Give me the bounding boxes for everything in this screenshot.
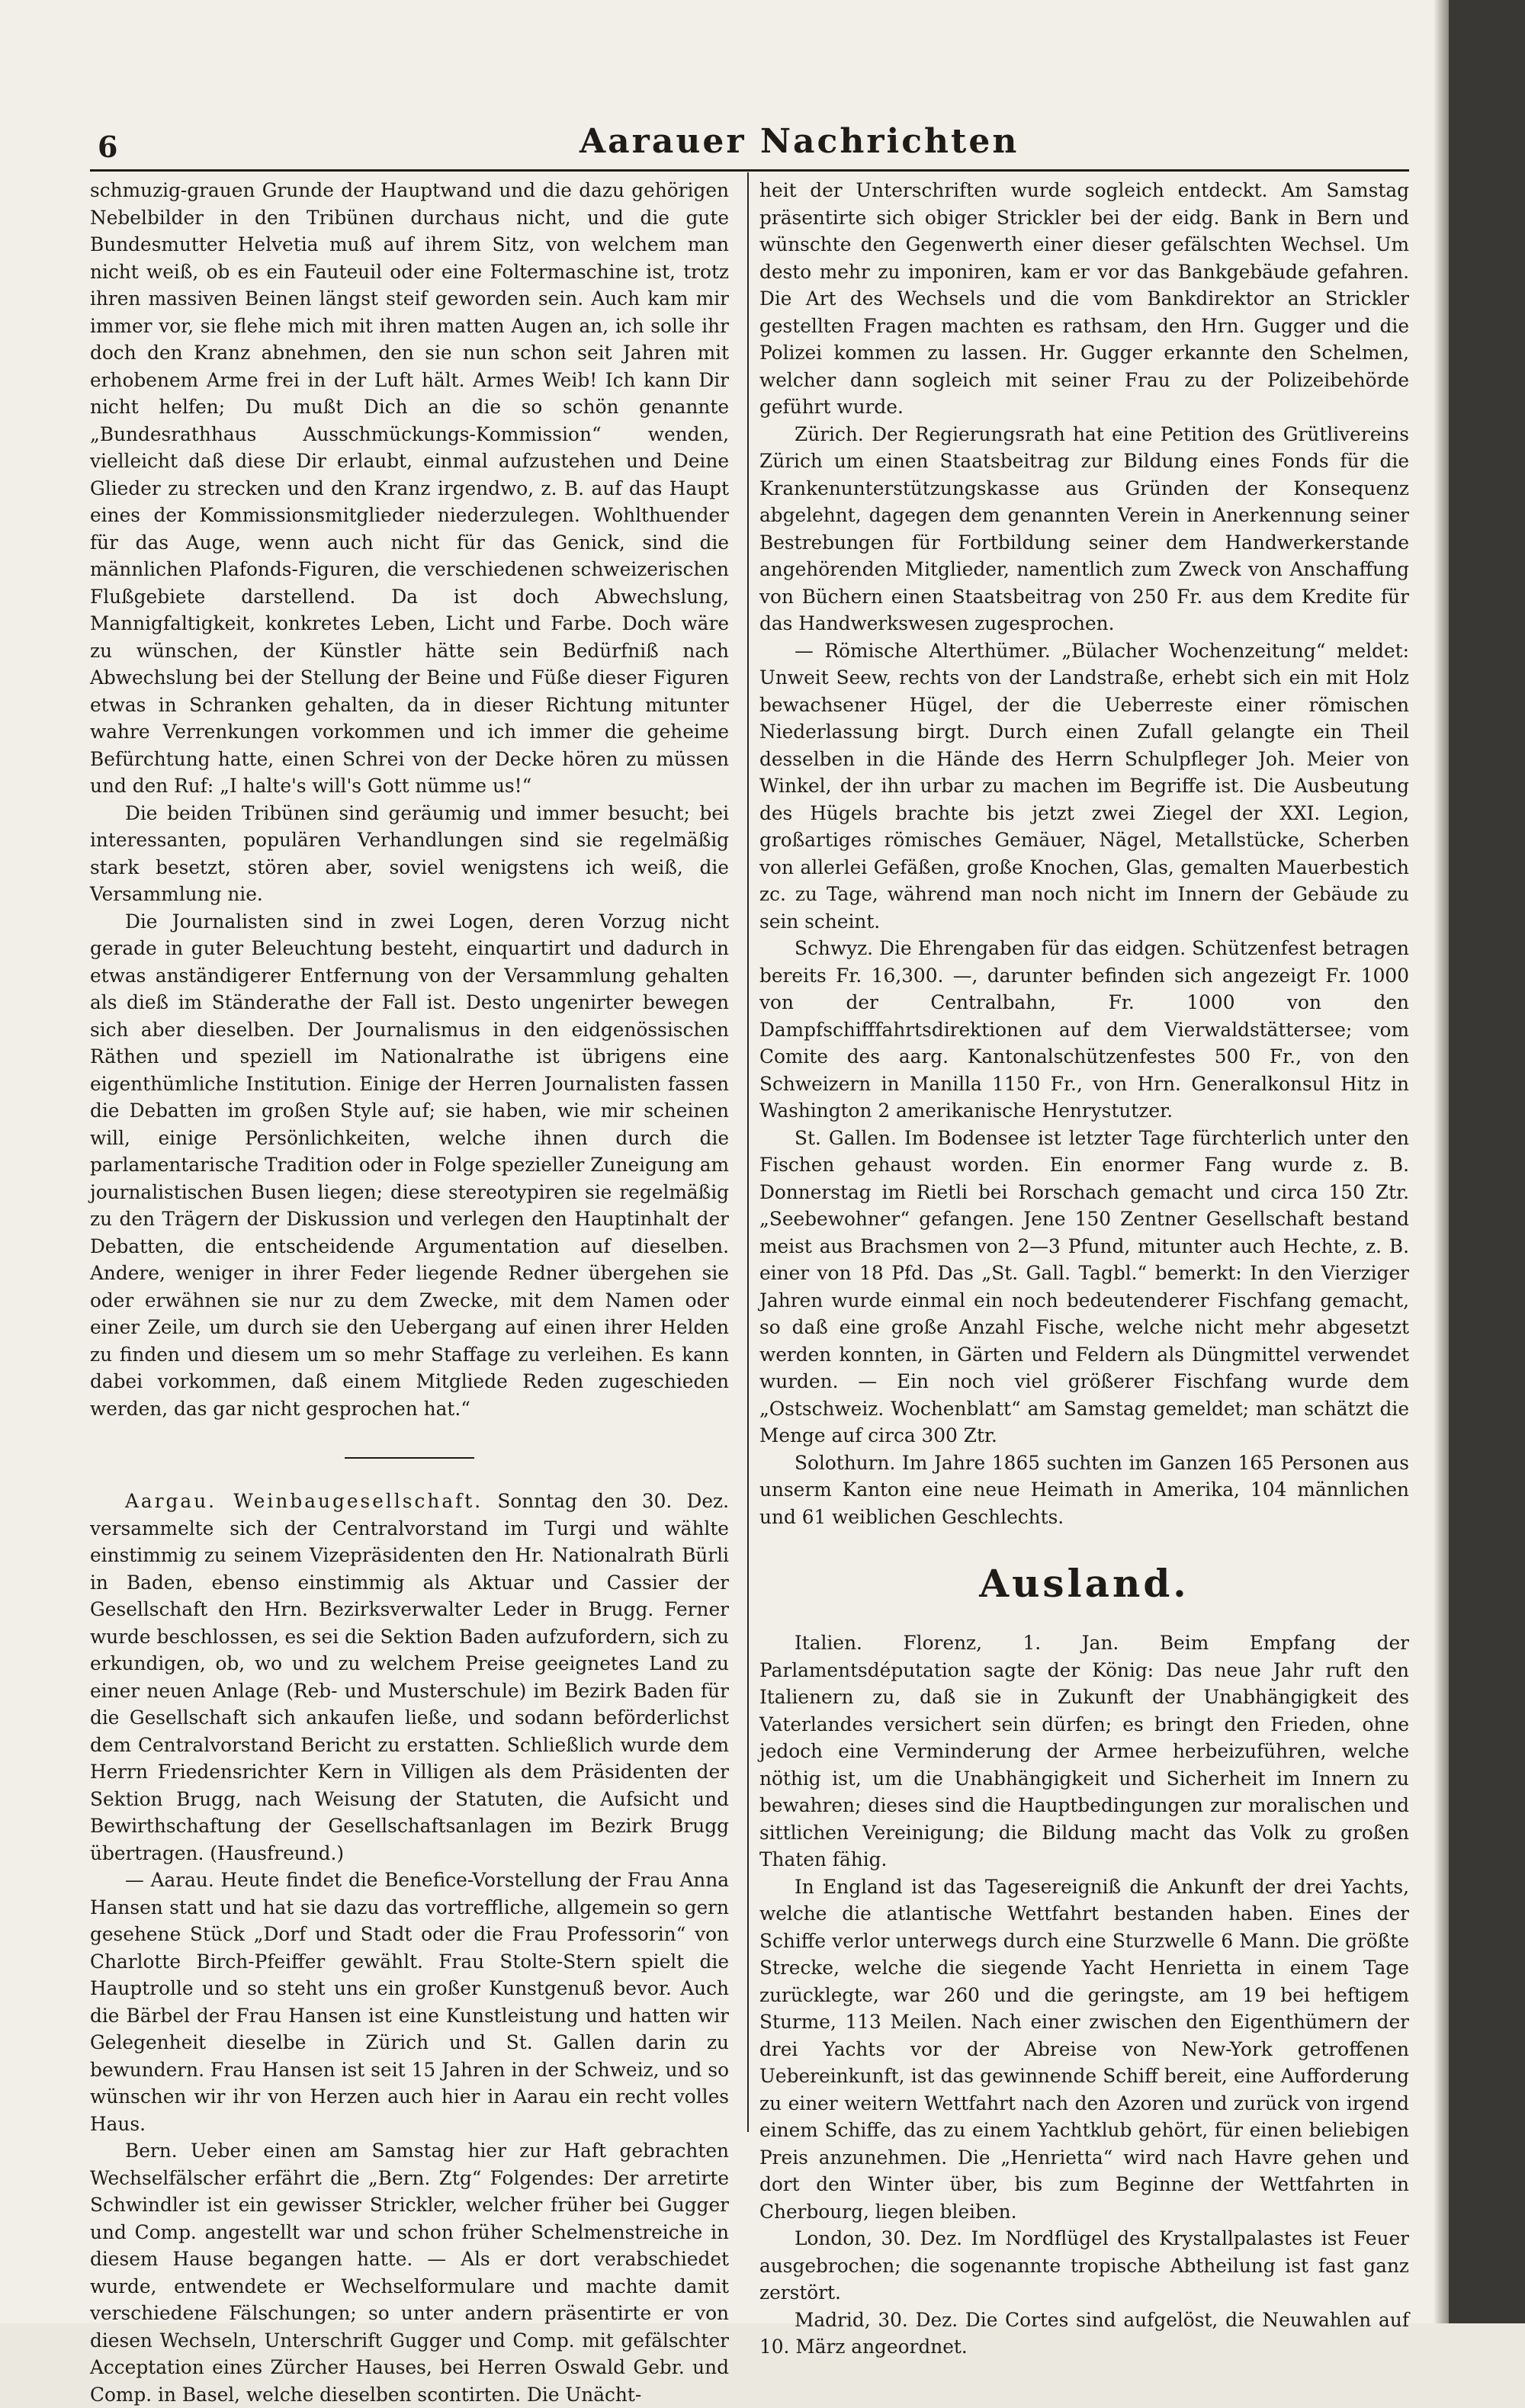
page-edge-shadow [1434, 0, 1449, 2323]
news-item-england: In England ist das Tagesereigniß die Ankunft der drei Yachts, welche die atlantische Wettfahrt bestanden haben. Eines der Schiffe verlor unterwegs durch eine Sturzwelle 6 Mann. Die größte Strecke, welche die siegende Yacht Henrietta in einem Tage zurücklegte, war 260 und die geringste, am 19 bei heftigem Sturme, 113 Meilen. Nach einer zwischen den Eigenthümern der drei Yachts vor der Abreise von New-York getroffenen Uebereinkunft, ist das gewinnende Schiff bereit, eine Aufforderung zu einer weitern Wettfahrt nach den Azoren und zurück von irgend einem Schiffe, das zu einem Yachtklub gehört, für einen beliebigen Preis anzunehmen. Die „Henrietta“ wird nach Havre gehen und dort den Winter über, bis zum Beginne der Wettfahrten in Cherbourg, liegen bleiben. [759, 1875, 1409, 2223]
news-item-madrid: Madrid, 30. Dez. Die Cortes sind aufgelöst, die Neuwahlen auf 10. März angeordnet. [759, 2308, 1409, 2358]
news-item-text: Sonntag den 30. Dez. versammelte sich der Centralvorstand im Turgi und wählte einstimmig zu seinem Vizepräsidenten den Hr. Nationalrath Bürli in Baden, ebenso einstimmig als Aktuar und Cassier der Gesellschaft den Hrn. Bezirksverwalter Leder in Brugg. Ferner wurde beschlossen, es sei die Sektion Baden aufzufordern, sich zu erkundigen, ob, wo und zu welchem Preise geeignetes Land zu einer neuen Anlage (Reb- und Musterschule) im Bezirk Baden für die Gesellschaft sich ankaufen ließe, und sodann beförderlichst dem Centralvorstand Bericht zu erstatten. Schließlich wurde dem Herrn Friedensrichter Kern in Villigen als dem Präsidenten der Sektion Brugg, nach Weisung der Statuten, die Aufsicht und Bewirthschaftung der Gesellschaftsanlagen im Bezirk Brugg übertragen. (Hausfreund.) [90, 1490, 729, 1864]
left-column [90, 177, 729, 2408]
article-paragraph: Die Journalisten sind in zwei Logen, deren Vorzug nicht gerade in guter Beleuchtung besteht, einquartirt und dadurch in etwas anständigerer Entfernung von der Versammlung gehalten als dieß im Ständerathe der Fall ist. Desto ungenirter bewegen sich aber dieselben. Der Journalismus in den eidgenössischen Räthen und speziell im Nationalrathe ist übrigens eine eigenthümliche Institution. Einige der Herren Journalisten fassen die Debatten im großen Style auf; sie haben, wie mir scheinen will, einige Persönlichkeiten, welche ihnen durch die parlamentarische Tradition oder in Folge spezieller Zuneigung am journalistischen Busen liegen; diese stereotypiren sie regelmäßig zu den Trägern der Diskussion und verlegen den Hauptinhalt der Debatten, die entscheidende Argumentation auf dieselben. Andere, weniger in ihrer Feder liegende Redner übergehen sie oder erwähnen sie nur zu dem Zwecke, mit dem Namen oder einer Zeile, um durch sie den Uebergang auf einen ihrer Helden zu finden und diesem um so mehr Staffage zu verleihen. Es kann dabei vorkommen, daß einem Mitgliede Reden zugeschieden werden, das gar nicht gesprochen hat.“ [90, 910, 729, 1420]
column-divider [747, 172, 749, 2132]
news-item-roman-antiquities: — Römische Alterthümer. „Bülacher Wochenzeitung“ meldet: Unweit Seew, rechts von der Landstraße, erhebt sich ein mit Holz bewachsener Hügel, der die Ueberreste einer römischen Niederlassung birgt. Durch einen Zufall gelangte ein Theil desselben in die Hände des Herrn Schulpfleger Joh. Meier von Winkel, der ihn urbar zu machen im Begriffe ist. Die Ausbeutung des Hügels brachte bis jetzt zwei Ziegel der XXI. Legion, großartiges römisches Gemäuer, Nägel, Metallstücke, Scherben von allerlei Gefäßen, große Knochen, Glas, gemalten Mauerbestich zc. zu Tage, während man noch nicht im Innern der Gebäude zu sein scheint. [759, 639, 1409, 933]
article-paragraph: Die beiden Tribünen sind geräumig und immer besucht; bei interessanten, populären Verhandlungen sind sie regelmäßig stark besetzt, stören aber, soviel wenigstens ich weiß, die Versammlung nie. [90, 801, 729, 905]
section-divider [345, 1457, 474, 1459]
news-item-aarau: — Aarau. Heute findet die Benefice-Vorstellung der Frau Anna Hansen statt und hat sie dazu das vortreffliche, allgemein so gern gesehene Stück „Dorf und Stadt oder die Frau Professorin“ von Charlotte Birch-Pfeiffer gewählt. Frau Stolte-Stern spielt die Hauptrolle und so steht uns ein großer Kunstgenuß bevor. Auch die Bärbel der Frau Hansen ist eine Kunstleistung und hatten wir Gelegenheit dieselbe in Zürich und St. Gallen darin zu bewundern. Frau Hansen ist seit 15 Jahren in der Schweiz, und so wünschen wir ihr von Herzen auch hier in Aarau ein recht volles Haus. [90, 1869, 729, 2135]
news-item-bern: Bern. Ueber einen am Samstag hier zur Haft gebrachten Wechselfälscher erfährt die „Bern. Ztg“ Folgendes: Der arretirte Schwindler ist ein gewisser Strickler, welcher früher bei Gugger und Comp. angestellt war und schon früher Schelmenstreiche in diesem Hause begangen hatte. — Als er dort verabschiedet wurde, entwendete er Wechselformulare und machte damit verschiedene Fälschungen; so unter andern präsentirte er von diesen Wechseln, Unterschrift Gugger und Comp. mit gefälschter Acceptation eines Zürcher Hauses, bei Herren Oswald Gebr. und Comp. in Basel, welche dieselben scontirten. Die Unächt- [90, 2140, 729, 2406]
news-item-st-gallen: St. Gallen. Im Bodensee ist letzter Tage fürchterlich unter den Fischen gehaust worden. Ein enormer Fang wurde z. B. Donnerstag im Rietli bei Rorschach gemacht und circa 150 Ztr. „Seebewohner“ gefangen. Jene 150 Zentner Gesellschaft bestand meist aus Brachsmen von 2—3 Pfund, mitunter auch Hechte, z. B. einer von 18 Pfd. Das „St. Gall. Tagbl.“ bemerkt: In den Vierziger Jahren wurde einmal ein noch bedeutenderer Fischfang gemacht, so daß eine große Anzahl Fische, welche nicht mehr abgesetzt werden konnten, in Gärten und Feldern als Düngmittel verwendet wurden. — Ein noch viel größerer Fischfang wurde dem „Ostschweiz. Wochenblatt“ am Samstag gemeldet; man schätzt die Menge auf circa 300 Ztr. [759, 1126, 1409, 1446]
news-item-lead: Aargau. Weinbaugesellschaft. [125, 1490, 483, 1512]
right-column [759, 177, 1409, 2361]
article-paragraph: schmuzig-grauen Grunde der Hauptwand und die dazu gehörigen Nebelbilder in den Tribünen durchaus nicht, und die gute Bundesmutter Helvetia muß auf ihrem Sitz, von welchem man nicht weiß, ob es ein Fauteuil oder eine Foltermaschine ist, trotz ihren massiven Beinen längst steif geworden sein. Auch kam mir immer vor, sie flehe mich mit ihren matten Augen an, ich solle ihr doch den Kranz abnehmen, den sie nun schon seit Jahren mit erhobenem Arme frei in der Luft hält. Armes Weib! Ich kann Dir nicht helfen; Du mußt Dich an die so schön genannte „Bundesrathhaus Ausschmückungs-Kommission“ wenden, vielleicht daß diese Dir erlaubt, einmal aufzustehen und Deine Glieder zu strecken und den Kranz irgendwo, z. B. auf das Haupt eines der Kommissionsmitglieder niederzulegen. Wohlthuender für das Auge, wenn auch nicht für das Genick, sind die männlichen Plafonds-Figuren, die verschiedenen schweizerischen Flußgebiete darstellend. Da ist doch Abwechslung, Mannigfaltigkeit, konkretes Leben, Licht und Farbe. Doch wäre zu wünschen, der Künstler hätte sein Bedürfniß nach Abwechslung bei der Stellung der Beine und Füße dieser Figuren etwas in Schranken gehalten, da in dieser Richtung mitunter wahre Verrenkungen vorkommen und ich immer die geheime Befürchtung hatte, einen Schrei von der Decke hören zu müssen und den Ruf: „I halte's will's Gott nümme us!“ [90, 179, 729, 797]
news-item-bern-continued: heit der Unterschriften wurde sogleich entdeckt. Am Samstag präsentirte sich obiger Strickler bei der eidg. Bank in Bern und wünschte den Gegenwerth einer dieser gefälschten Wechsel. Um desto mehr zu imponiren, kam er vor das Bankgebäude gefahren. Die Art des Wechsels und die vom Bankdirektor an Strickler gestellten Fragen machten es rathsam, den Hrn. Gugger und die Polizei kommen zu lassen. Hr. Gugger erkannte den Schelmen, welcher dann sogleich mit seiner Frau zu der Polizeibehörde geführt wurde. [759, 179, 1409, 418]
news-item-london: London, 30. Dez. Im Nordflügel des Krystallpalastes ist Feuer ausgebrochen; die sogenannte tropische Abtheilung ist fast ganz zerstört. [759, 2227, 1409, 2304]
header-rule [90, 169, 1409, 172]
newspaper-title: Aarauer Nachrichten [580, 122, 1019, 161]
news-item-aargau [90, 1488, 729, 1867]
section-heading-ausland: Ausland. [979, 1561, 1190, 1606]
news-item-italien: Italien. Florenz, 1. Jan. Beim Empfang der Parlamentsdéputation sagte der König: Das neue Jahr ruft den Italienern zu, daß sie in Zukunft der Unabhängigkeit des Vaterlandes versichert sein dürfen; es bringt den Frieden, ohne jedoch eine Verminderung der Armee herbeizuführen, welche nöthig ist, um die Unabhängigkeit und Sicherheit im Innern zu bewahren; dieses sind die Hauptbedingungen zur moralischen und sittlichen Vereinigung; die Bildung macht das Volk zu großen Thaten fähig. [759, 1632, 1409, 1870]
news-item-schwyz: Schwyz. Die Ehrengaben für das eidgen. Schützenfest betragen bereits Fr. 16,300. —, darunter befinden sich angezeigt Fr. 1000 von der Centralbahn, Fr. 1000 von den Dampfschifffahrtsdirektionen auf dem Vierwaldstättersee; vom Comite des aarg. Kantonalschützenfestes 500 Fr., von den Schweizern in Manilla 1150 Fr., von Hrn. Generalkonsul Hitz in Washington 2 amerikanische Henrystutzer. [759, 937, 1409, 1122]
news-item-zurich: Zürich. Der Regierungsrath hat eine Petition des Grütlivereins Zürich um einen Staatsbeitrag zur Bildung eines Fonds für die Krankenunterstützungskasse aus Gründen der Konsequenz abgelehnt, dagegen dem genannten Verein in Anerkennung seiner Bestrebungen für Fortbildung seiner dem Handwerkerstande angehörenden Mitglieder, namentlich zum Zweck von Anschaffung von Büchern einen Staatsbeitrag von 250 Fr. aus dem Kredite für das Handwerkswesen zugesprochen. [759, 422, 1409, 634]
news-item-solothurn: Solothurn. Im Jahre 1865 suchten im Ganzen 165 Personen aus unserm Kanton eine neue Heimath in Amerika, 104 männlichen und 61 weiblichen Geschlechts. [759, 1451, 1409, 1528]
page-number: 6 [98, 130, 118, 164]
scan-background [1449, 0, 1525, 2323]
